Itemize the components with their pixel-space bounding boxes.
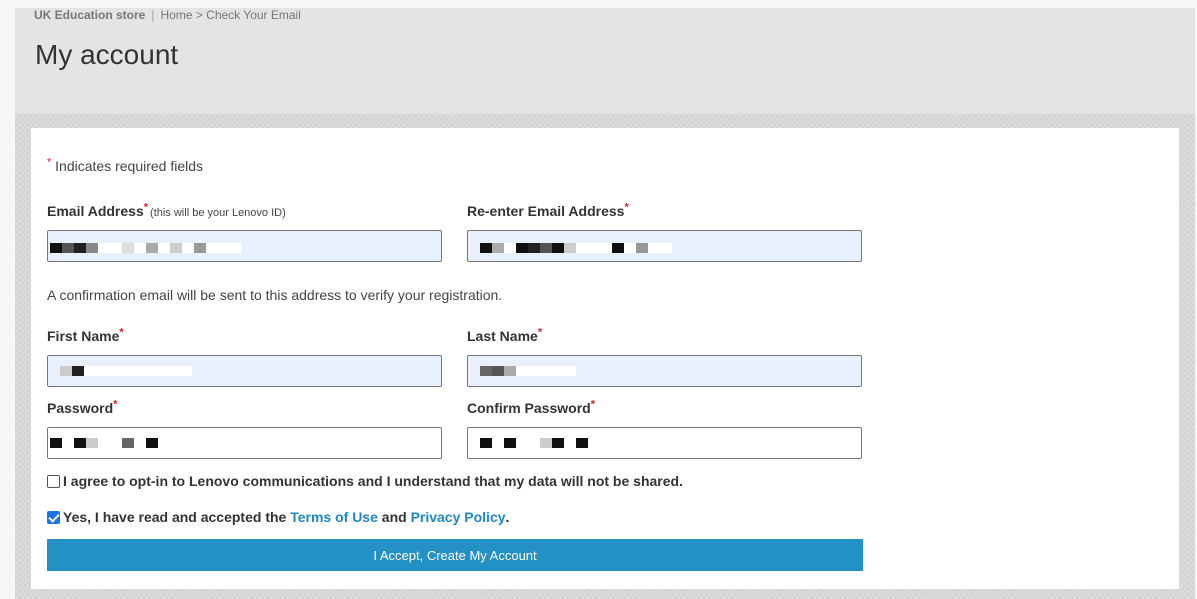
required-star: * bbox=[624, 201, 629, 214]
redacted-email-confirm-value bbox=[480, 243, 672, 253]
terms-checkbox[interactable] bbox=[47, 511, 60, 524]
opt-in-checkbox[interactable] bbox=[47, 475, 60, 488]
required-star: * bbox=[537, 326, 543, 339]
password-field[interactable] bbox=[47, 427, 442, 459]
terms-of-use-link[interactable]: Terms of Use bbox=[290, 509, 378, 525]
terms-prefix: Yes, I have read and accepted the bbox=[63, 509, 287, 525]
confirm-password-label bbox=[467, 400, 595, 416]
opt-in-row bbox=[47, 473, 683, 489]
email-field[interactable] bbox=[47, 230, 442, 262]
password-label-text: Password bbox=[47, 400, 114, 416]
registration-form bbox=[31, 128, 1179, 589]
first-name-label bbox=[47, 328, 124, 344]
breadcrumb bbox=[34, 8, 301, 22]
opt-in-label: I agree to opt-in to Lenovo communications and I understand that my data will not be shared. bbox=[63, 473, 683, 489]
first-name-field[interactable] bbox=[47, 355, 442, 387]
page-title: My account bbox=[35, 39, 179, 70]
redacted-confirm-password-value bbox=[480, 438, 600, 448]
last-name-label-text: Last Name bbox=[467, 328, 538, 344]
email-confirm-field[interactable] bbox=[467, 230, 862, 262]
confirmation-info-text: A confirmation email will be sent to this address to verify your registration. bbox=[47, 287, 503, 303]
last-name-label bbox=[467, 328, 542, 344]
required-fields-note bbox=[47, 158, 203, 174]
terms-row bbox=[47, 509, 509, 525]
required-star: * bbox=[113, 398, 118, 411]
redacted-last-name-value bbox=[480, 366, 576, 376]
required-star: * bbox=[47, 156, 52, 169]
redacted-password-value bbox=[50, 438, 170, 448]
redacted-email-value bbox=[50, 243, 242, 253]
terms-suffix: . bbox=[505, 509, 510, 525]
required-star: * bbox=[119, 326, 124, 339]
redacted-first-name-value bbox=[60, 366, 192, 376]
first-name-label-text: First Name bbox=[47, 328, 120, 344]
breadcrumb-separator: | bbox=[151, 8, 155, 22]
email-hint: (this will be your Lenovo ID) bbox=[150, 207, 286, 219]
confirm-password-label-text: Confirm Password bbox=[467, 400, 591, 416]
confirm-password-field[interactable] bbox=[467, 427, 862, 459]
create-account-button[interactable]: I Accept, Create My Account bbox=[47, 539, 863, 571]
top-strip bbox=[0, 0, 1197, 8]
email-confirm-label-text: Re-enter Email Address bbox=[467, 203, 625, 219]
required-star: * bbox=[590, 398, 595, 411]
email-confirm-label bbox=[467, 203, 629, 219]
email-label-text: Email Address bbox=[47, 203, 144, 219]
email-label bbox=[47, 203, 286, 219]
terms-and: and bbox=[381, 509, 407, 525]
page-header bbox=[15, 8, 1195, 114]
password-label bbox=[47, 400, 117, 416]
breadcrumb-path[interactable]: Home > Check Your Email bbox=[160, 8, 301, 22]
breadcrumb-store-link[interactable]: UK Education store bbox=[34, 8, 146, 22]
last-name-field[interactable] bbox=[467, 355, 862, 387]
required-star: * bbox=[143, 201, 149, 214]
left-gutter bbox=[0, 8, 15, 599]
required-note-text: Indicates required fields bbox=[55, 158, 204, 174]
privacy-policy-link[interactable]: Privacy Policy bbox=[410, 509, 506, 525]
